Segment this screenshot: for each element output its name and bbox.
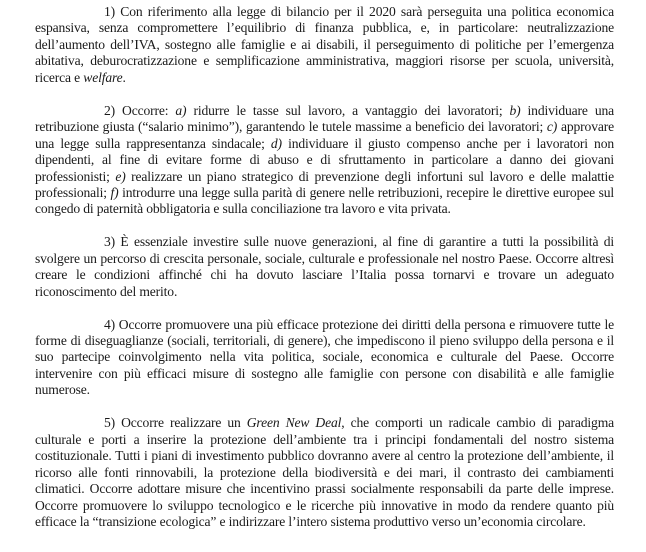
paragraph-3 [35, 234, 614, 300]
paragraph-4 [35, 317, 614, 399]
list-marker-a: a) [175, 102, 187, 118]
list-marker-f: f) [110, 184, 119, 200]
list-marker-d: d) [270, 135, 282, 151]
text-segment: introdurre una legge sulla parità di genere nelle retribuzioni, recepire le direttive europee sul congedo di paternità obbligatoria e sulla conciliazione tra lavoro e vita privata. [35, 184, 614, 217]
text-segment: , che comporti un radicale cambio di paradigma culturale e porti a inserire la protezione dell’ambiente tra i principi fondamentali del nostro sistema costituzionale. Tutti i piani di investimento pubblico dovranno avere al centro la protezione dell’ambiente, il ricorso alle fonti rinnovabili, la protezione della biodiversità e dei mari, il contrasto dei cambiamenti climatici. Occorre adottare misure che incentivino prassi socialmente responsabili da parte delle imprese. Occorre promuovere lo sviluppo tecnologico e le ricerche più innovative in modo da rendere quanto più efficace la “transizione ecologica” e indirizzare l’intero sistema produttivo verso un’economia circolare. [35, 415, 614, 529]
text-segment: 4) Occorre promuovere una più efficace protezione dei diritti della persona e rimuovere tutte le forme di diseguaglianze (sociali, territoriali, di genere), che impediscono il pieno sviluppo della persona e il suo partecipe coinvolgimento nella vita politica, sociale, economica e culturale del Paese. Occorre intervenire con più efficaci misure di sostegno alle famiglie con persone con disabilità e alle famiglie numerose. [35, 316, 614, 398]
text-segment: ridurre le tasse sul lavoro, a vantaggio dei lavoratori; [186, 102, 510, 118]
text-segment: approvare una legge sulla rappresentanza sindacale; [35, 119, 614, 151]
text-segment: individuare il giusto compenso anche per i lavoratori non dipendenti, al fine di evitare forme di abuso e di sfruttamento in particolare a danno dei giovani professionisti; [35, 135, 614, 184]
text-segment-italic: Green New Deal [246, 415, 342, 431]
paragraph-5 [35, 415, 614, 530]
text-segment: 5) Occorre realizzare un [104, 415, 247, 431]
list-marker-c: c) [546, 119, 558, 135]
text-segment: . [122, 69, 126, 85]
text-segment: 1) Con riferimento alla legge di bilancio per il 2020 sarà perseguita una politica economica espansiva, senza compromettere l’equilibrio di finanza pubblica, e, in particolare: neutralizzazione dell’aumento dell’IVA, sostegno alle famiglie e ai disabili, il perseguimento di politiche per l’emergenza abitativa, deburocratizzazione e semplificazione amministrativa, maggiori risorse per scuola, università, ricerca e [35, 4, 614, 85]
document-page [35, 4, 614, 530]
paragraph-1 [35, 4, 614, 86]
text-segment: 2) Occorre: [104, 102, 176, 118]
text-segment: realizzare un piano strategico di prevenzione degli infortuni sul lavoro e delle malattie professionali; [35, 168, 615, 200]
paragraph-2 [35, 103, 614, 218]
text-segment: individuare una retribuzione giusta (“salario minimo”), garantendo le tutele massime a beneficio dei lavoratori; [35, 102, 615, 135]
list-marker-b: b) [509, 102, 521, 118]
text-segment: 3) È essenziale investire sulle nuove generazioni, al fine di garantire a tutti la possibilità di svolgere un percorso di crescita personale, sociale, culturale e professionale nel nostro Paese. Occorre altresì creare le condizioni affinché chi ha dovuto lasciare l’Italia possa tornarvi e trovare un adeguato riconoscimento del merito. [35, 234, 614, 299]
list-marker-e: e) [115, 168, 126, 184]
text-segment-italic: welfare [83, 69, 123, 85]
